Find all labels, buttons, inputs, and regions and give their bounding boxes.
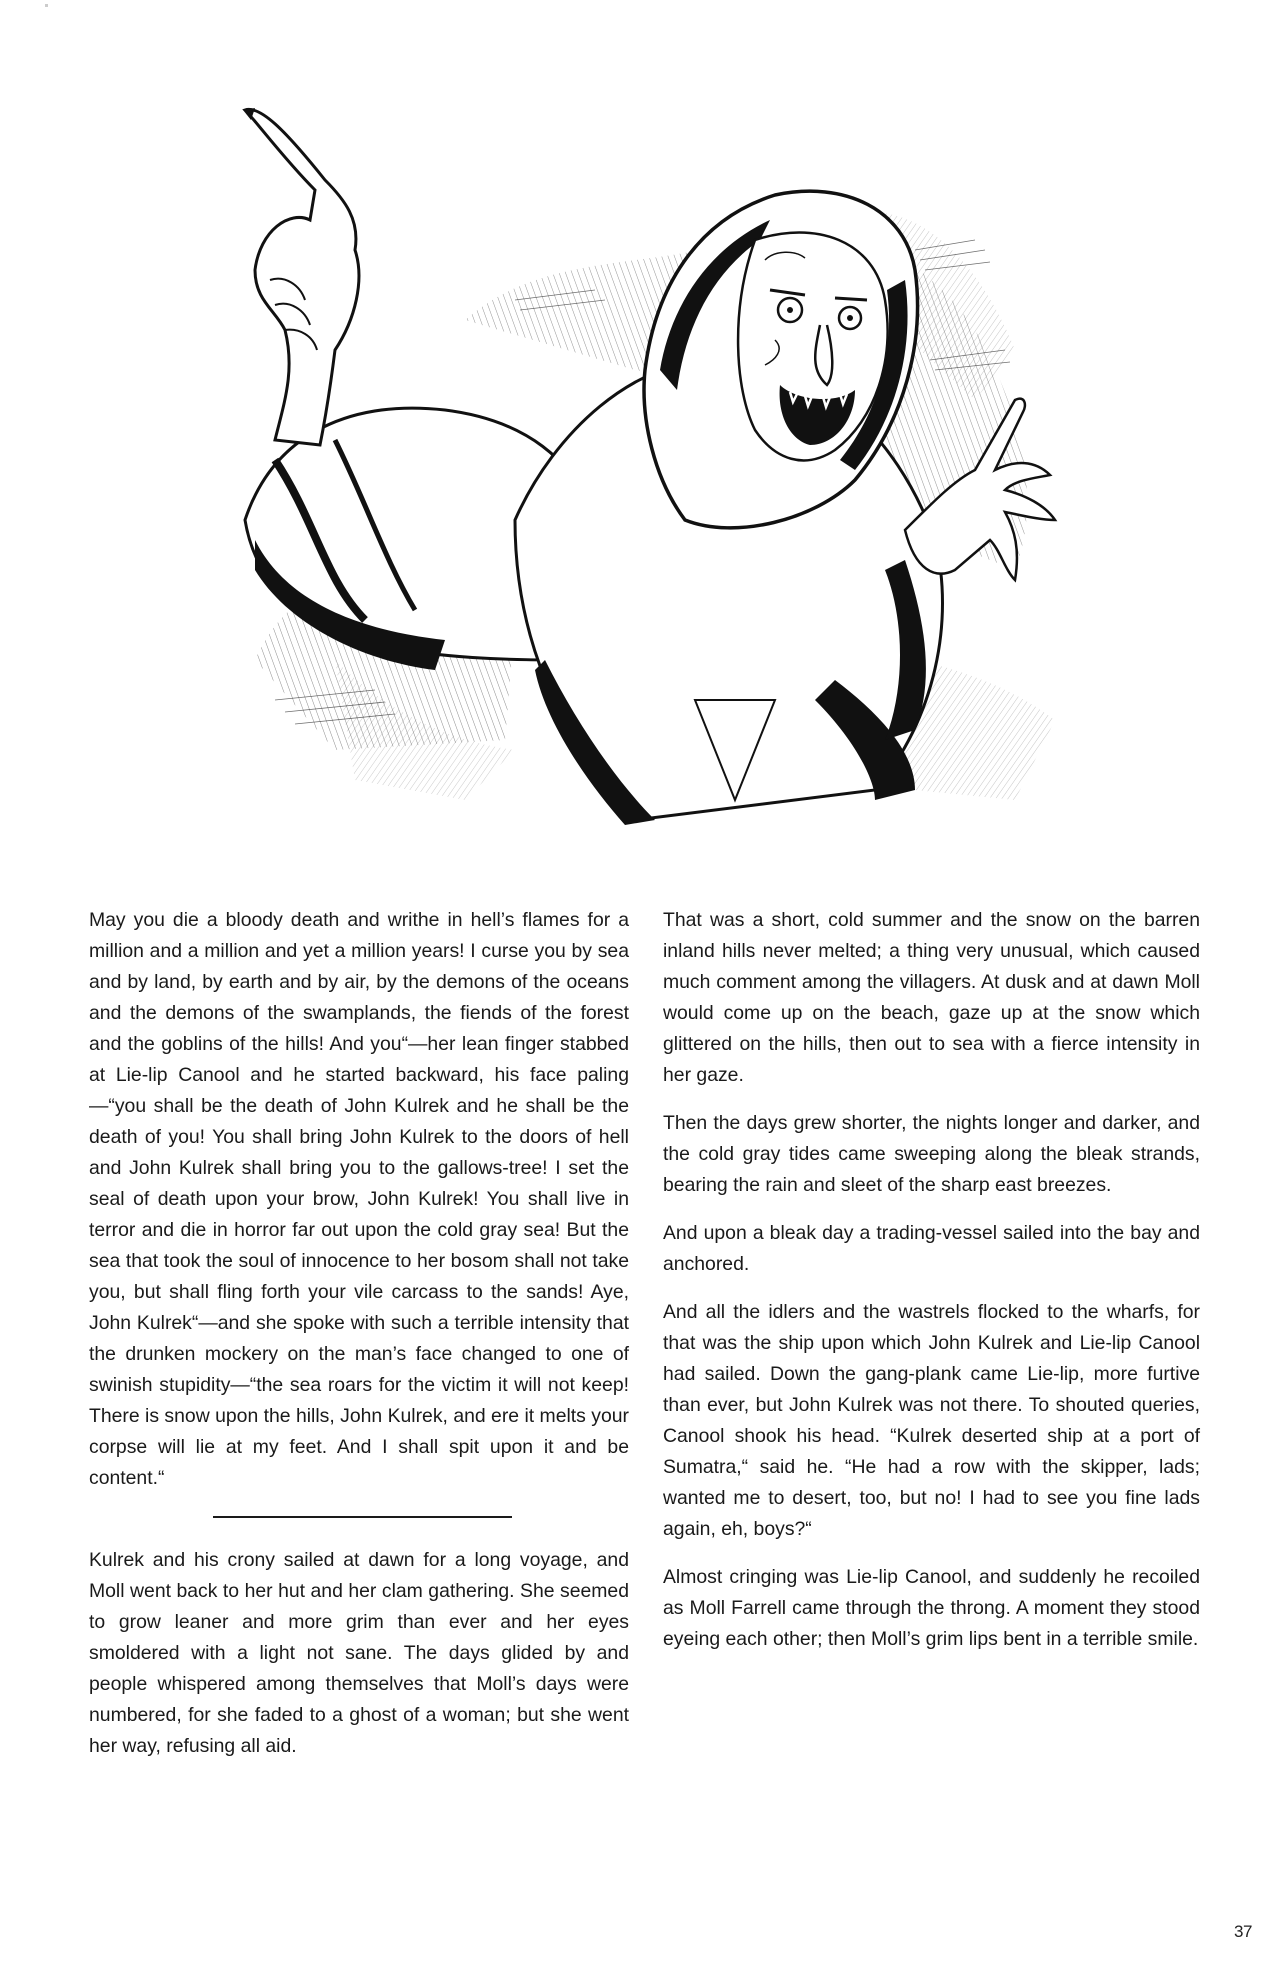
section-divider <box>213 1516 512 1518</box>
paragraph: May you die a bloody death and writhe in hell’s flames for a million and a million and yet a million years! I curse you by sea and by land, by earth and by air, by the demons of the oceans and the demons of the swamplands, the fiends of the forest and the goblins of the hills! And you“—her lean finger stabbed at Lie-lip Canool and he started backward, his face paling—“you shall be the death of John Kulrek and he shall be the death of you! You shall bring John Kulrek to the doors of hell and John Kulrek shall bring you to the gallows-tree! I set the seal of death upon your brow, John Kulrek! You shall live in terror and die in horror far out upon the cold gray sea! But the sea that took the soul of innocence to her bosom shall not take you, but shall fling forth your vile carcass to the sands! Aye, John Kulrek“—and she spoke with such a terrible intensity that the drunken mockery on the man’s face changed to one of swinish stupidity—“the sea roars for the victim it will not keep! There is snow upon the hills, John Kulrek, and ere it melts your corpse will lie at my feet. And I shall spit upon it and be content.“ <box>89 909 629 1489</box>
paragraph: Almost cringing was Lie-lip Canool, and suddenly he recoiled as Moll Farrell came through the throng. A moment they stood eyeing each other; then Moll’s grim lips bent in a terrible smile. <box>663 1566 1200 1650</box>
right-text-column <box>663 905 1200 1672</box>
page-number: 37 <box>1234 1922 1252 1941</box>
paragraph: Then the days grew shorter, the nights longer and darker, and the cold gray tides came sweeping along the bleak strands, bearing the rain and sleet of the sharp east breezes. <box>663 1112 1200 1196</box>
witch-illustration <box>215 100 1070 840</box>
paragraph: And upon a bleak day a trading-vessel sailed into the bay and anchored. <box>663 1222 1200 1275</box>
scan-corner-mark <box>45 4 48 7</box>
left-text-column <box>89 905 629 1779</box>
paragraph: And all the idlers and the wastrels flocked to the wharfs, for that was the ship upon which John Kulrek and Lie-lip Canool had sailed. Down the gang-plank came Lie-lip, more furtive than ever, but John Kulrek was not there. To shouted queries, Canool shook his head. “Kulrek deserted ship at a port of Sumatra,“ said he. “He had a row with the skipper, lads; wanted me to desert, too, but no! I had to see you fine lads again, eh, boys?“ <box>663 1301 1200 1540</box>
witch-illustration-icon <box>215 100 1070 840</box>
paragraph: That was a short, cold summer and the snow on the barren inland hills never melted; a thing very unusual, which caused much comment among the villagers. At dusk and at dawn Moll would come up on the beach, gaze up at the snow which glittered on the hills, then out to sea with a fierce intensity in her gaze. <box>663 909 1200 1086</box>
paragraph: Kulrek and his crony sailed at dawn for a long voyage, and Moll went back to her hut and her clam gathering. She seemed to grow leaner and more grim than ever and her eyes smoldered with a light not sane. The days glided by and people whispered among themselves that Moll’s days were numbered, for she faded to a ghost of a woman; but she went her way, refusing all aid. <box>89 1549 629 1757</box>
